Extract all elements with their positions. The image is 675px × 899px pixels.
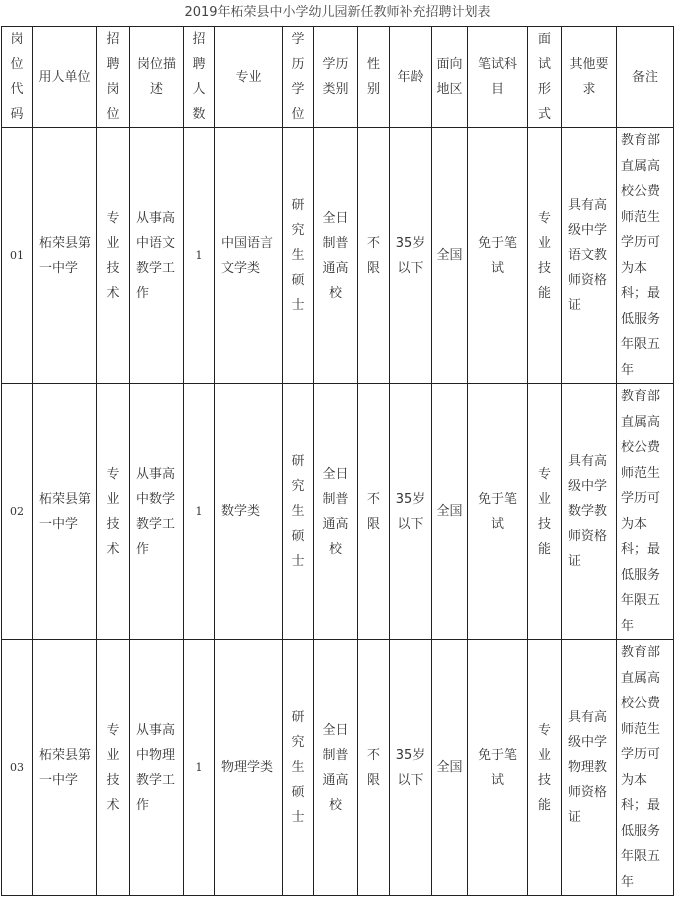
recruitment-table <box>1 26 674 896</box>
cell-unit: 柘荣县第一中学 <box>33 384 97 640</box>
header-unit: 用人单位 <box>33 27 97 128</box>
cell-count: 1 <box>184 128 215 384</box>
cell-written: 免于笔试 <box>468 128 528 384</box>
cell-region: 全国 <box>432 128 468 384</box>
table-row <box>2 128 674 384</box>
table-header-row <box>2 27 674 128</box>
cell-degree: 研究生硕士 <box>283 640 314 896</box>
page-title: 2019年柘荣县中小学幼儿园新任教师补充招聘计划表 <box>184 5 491 20</box>
cell-unit: 柘荣县第一中学 <box>33 640 97 896</box>
header-edu-type: 学历类别 <box>314 27 358 128</box>
cell-interview: 专业技能 <box>528 384 562 640</box>
cell-edu-type: 全日制普通高校 <box>314 128 358 384</box>
cell-description: 从事高中物理教学工作 <box>130 640 184 896</box>
cell-position: 专业技术 <box>97 128 130 384</box>
header-gender: 性别 <box>358 27 390 128</box>
cell-degree: 研究生硕士 <box>283 384 314 640</box>
cell-major: 数学类 <box>215 384 283 640</box>
cell-remarks: 教育部直属高校公费师范生学历可为本科；最低服务年限五年 <box>617 384 674 640</box>
cell-other: 具有高级中学数学教师资格证 <box>562 384 617 640</box>
cell-age: 35岁以下 <box>390 128 432 384</box>
header-position: 招聘岗位 <box>97 27 130 128</box>
header-code: 岗位代码 <box>2 27 33 128</box>
cell-position: 专业技术 <box>97 384 130 640</box>
cell-gender: 不限 <box>358 128 390 384</box>
header-region: 面向地区 <box>432 27 468 128</box>
header-description: 岗位描述 <box>130 27 184 128</box>
header-count: 招聘人数 <box>184 27 215 128</box>
cell-degree: 研究生硕士 <box>283 128 314 384</box>
cell-written: 免于笔试 <box>468 640 528 896</box>
cell-region: 全国 <box>432 640 468 896</box>
cell-region: 全国 <box>432 384 468 640</box>
table-row <box>2 384 674 640</box>
cell-interview: 专业技能 <box>528 128 562 384</box>
cell-count: 1 <box>184 384 215 640</box>
cell-description: 从事高中语文教学工作 <box>130 128 184 384</box>
cell-edu-type: 全日制普通高校 <box>314 640 358 896</box>
cell-other: 具有高级中学物理教师资格证 <box>562 640 617 896</box>
cell-description: 从事高中数学教学工作 <box>130 384 184 640</box>
cell-age: 35岁以下 <box>390 640 432 896</box>
cell-position: 专业技术 <box>97 640 130 896</box>
header-written: 笔试科目 <box>468 27 528 128</box>
cell-remarks: 教育部直属高校公费师范生学历可为本科；最低服务年限五年 <box>617 640 674 896</box>
cell-code: 02 <box>2 384 33 640</box>
cell-major: 物理学类 <box>215 640 283 896</box>
cell-count: 1 <box>184 640 215 896</box>
cell-gender: 不限 <box>358 384 390 640</box>
cell-written: 免于笔试 <box>468 384 528 640</box>
cell-code: 03 <box>2 640 33 896</box>
header-age: 年龄 <box>390 27 432 128</box>
cell-major: 中国语言文学类 <box>215 128 283 384</box>
cell-unit: 柘荣县第一中学 <box>33 128 97 384</box>
cell-age: 35岁以下 <box>390 384 432 640</box>
header-other: 其他要求 <box>562 27 617 128</box>
table-row <box>2 640 674 896</box>
cell-edu-type: 全日制普通高校 <box>314 384 358 640</box>
cell-interview: 专业技能 <box>528 640 562 896</box>
cell-gender: 不限 <box>358 640 390 896</box>
header-degree: 学历学位 <box>283 27 314 128</box>
header-remarks: 备注 <box>617 27 674 128</box>
cell-remarks: 教育部直属高校公费师范生学历可为本科；最低服务年限五年 <box>617 128 674 384</box>
header-major: 专业 <box>215 27 283 128</box>
header-interview: 面试形式 <box>528 27 562 128</box>
cell-code: 01 <box>2 128 33 384</box>
cell-other: 具有高级中学语文教师资格证 <box>562 128 617 384</box>
